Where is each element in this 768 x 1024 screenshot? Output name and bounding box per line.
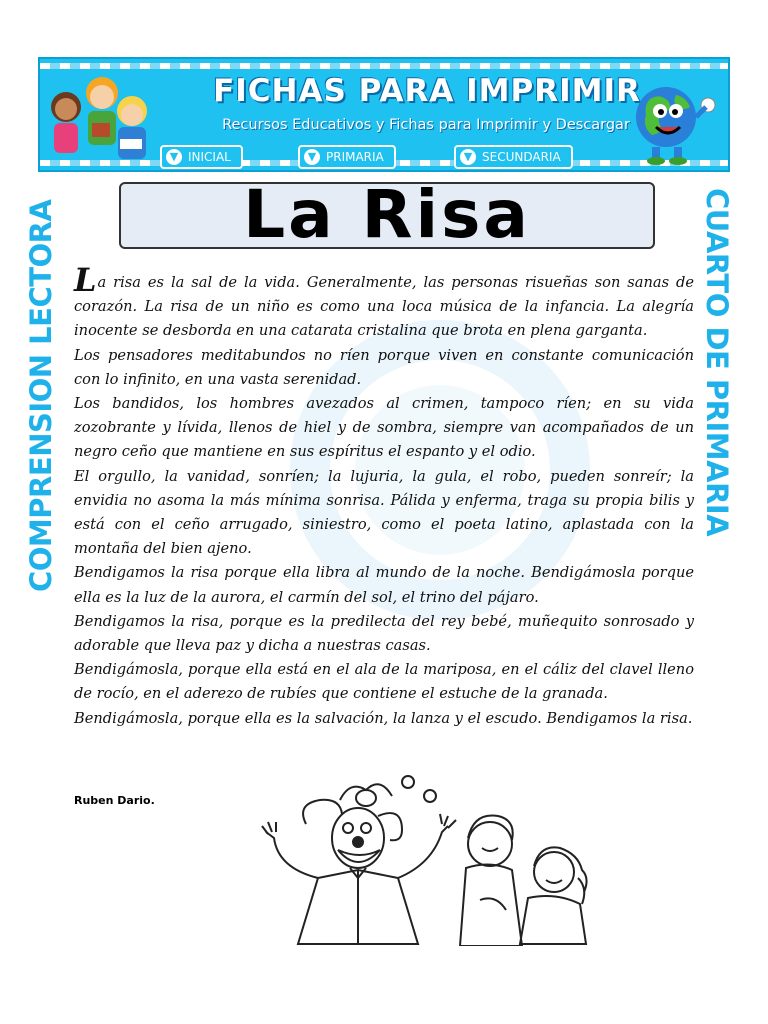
page-title: La Risa <box>243 176 531 253</box>
chevron-down-icon: ▼ <box>166 149 182 165</box>
title-box <box>119 176 655 253</box>
story-paragraph: Bendigámosla, porque ella es la salvación, la lanza y el escudo. Bendigamos la risa. <box>74 709 693 727</box>
drop-cap: L <box>74 261 97 299</box>
nav-bar <box>160 145 612 167</box>
nav-inicial-button[interactable] <box>160 145 243 169</box>
nav-inicial-label: INICIAL <box>188 150 231 164</box>
site-title[interactable]: FICHAS PARA IMPRIMIR <box>213 73 641 109</box>
story-paragraph: Bendigámosla, porque ella está en el ala de la mariposa, en el cáliz del clavel lleno de rocío, en el aderezo de rubíes que contiene el estuche de la granada. <box>74 661 694 703</box>
globe-mascot-illustration <box>620 75 720 165</box>
kids-illustration <box>44 67 154 167</box>
side-label-cuarto-de-primaria: CUARTO DE PRIMARIA <box>700 188 734 537</box>
chevron-down-icon: ▼ <box>304 149 320 165</box>
story-paragraph: Bendigamos la risa, porque es la predilecta del rey bebé, muñequito sonrosado y adorable que lleva paz y dicha a nuestras casas. <box>74 612 694 655</box>
story-paragraph: El orgullo, la vanidad, sonríen; la lujuria, la gula, el robo, pueden sonreír; la envidia no asoma la más mínima sonrisa. Pálida y enferma, traga su propia bilis y está con el ceño arrugado, siniestro, como el poeta latino, aplastada con la montaña del bien ajeno. <box>74 467 694 558</box>
story-paragraph <box>74 261 694 344</box>
side-label-comprension-lectora: COMPRENSION LECTORA <box>24 199 58 592</box>
story-paragraph: Bendigamos la risa porque ella libra al mundo de la noche. Bendigámosla porque ella es la luz de la aurora, el carmín del sol, el trino del pájaro. <box>74 564 694 606</box>
story-paragraph: Los bandidos, los hombres avezados al crimen, tampoco ríen; en su vida zozobrante y lívida, llenos de hiel y de sombra, siempre van acompañados de un negro ceño que mantiene en sus espíritus el espanto y el odio. <box>74 395 694 461</box>
header-banner <box>38 57 730 172</box>
nav-secundaria-label: SECUNDARIA <box>482 150 561 164</box>
author-name: Ruben Dario. <box>74 794 155 807</box>
story-paragraph: Los pensadores meditabundos no ríen porque viven en constante comunicación con lo infinito, en una vasta serenidad. <box>74 346 694 388</box>
chevron-down-icon: ▼ <box>460 149 476 165</box>
nav-secundaria-button[interactable] <box>454 145 573 169</box>
nav-primaria-button[interactable] <box>298 145 396 169</box>
story-first-text: a risa es la sal de la vida. Generalmente, las personas risueñas son sanas de corazón. La risa de un niño es como una loca música de la infancia. La alegría inocente se desborda en una catarata cristalina que brota en plena garganta. <box>74 274 694 340</box>
story-text <box>74 261 694 731</box>
clown-and-children-illustration <box>258 768 610 946</box>
site-subtitle: Recursos Educativos y Fichas para Imprimir y Descargar <box>222 117 630 133</box>
nav-primaria-label: PRIMARIA <box>326 150 384 164</box>
